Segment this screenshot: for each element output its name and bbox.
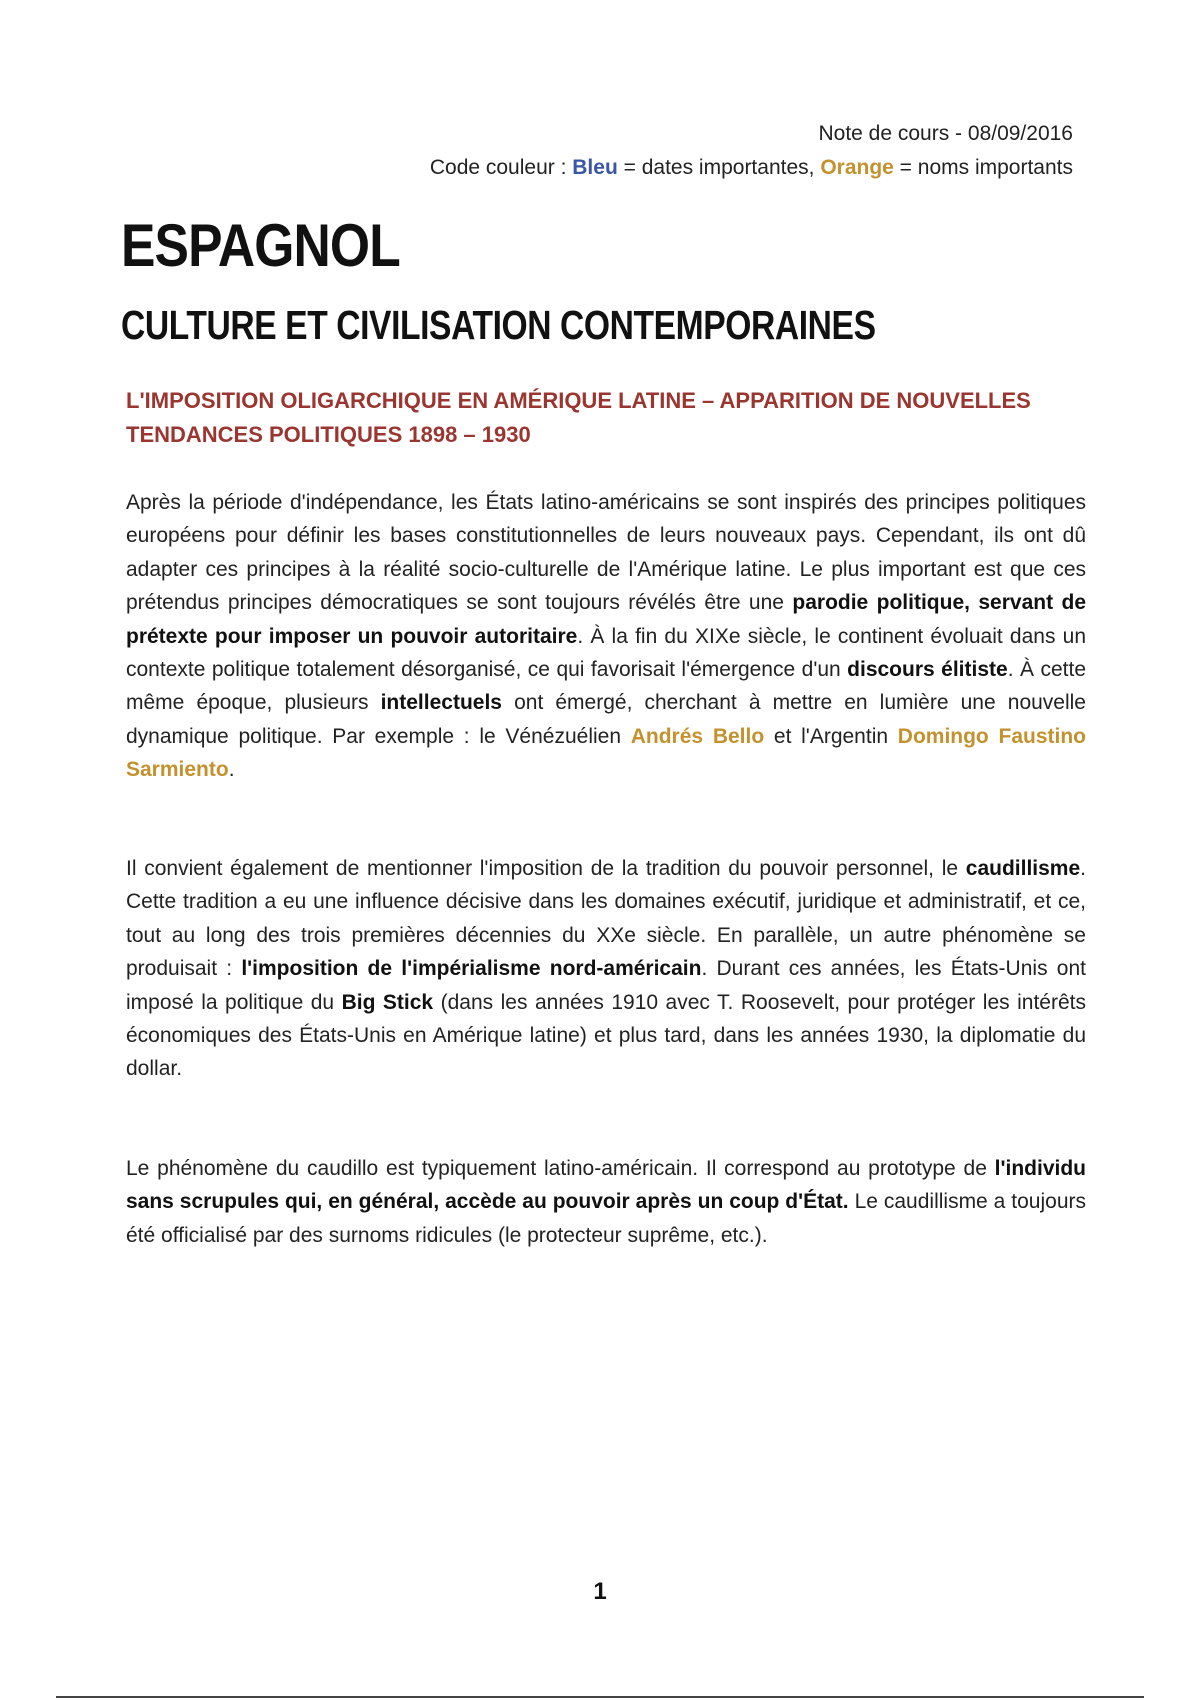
page-number: 1	[593, 1578, 607, 1605]
color-legend	[430, 151, 1073, 185]
legend-blue: Bleu	[572, 156, 618, 179]
paragraph-2	[126, 852, 1086, 1086]
note-date: Note de cours - 08/09/2016	[818, 122, 1073, 145]
text-run: Il convient également de mentionner l'imposition de la tradition du pouvoir personnel, le	[126, 857, 966, 880]
bold-run: Big Stick	[341, 990, 434, 1014]
important-name: Andrés Bello	[630, 724, 765, 748]
important-name: Domingo Faustino Sarmiento	[126, 724, 1086, 782]
text-run: . À cette même époque, plusieurs	[126, 658, 1086, 715]
legend-prefix: Code couleur :	[429, 156, 573, 179]
legend-orange: Orange	[820, 156, 894, 179]
bold-run: discours élitiste	[847, 658, 1008, 682]
text-run: .	[228, 758, 235, 782]
bold-run: l'individu sans scrupules qui, en général, accède au pouvoir après un coup d'État.	[126, 1157, 1086, 1214]
section-heading: L'IMPOSITION OLIGARCHIQUE EN AMÉRIQUE LATINE – APPARITION DE NOUVELLES TENDANCES POLITIQUES 1898 – 1930	[126, 388, 1031, 447]
bold-run: l'imposition de l'impérialisme nord-américain	[241, 957, 702, 981]
legend-blue-meaning: = dates importantes,	[617, 156, 821, 179]
text-run: Après la période d'indépendance, les États latino-américains se sont inspirés des principes politiques européens pour définir les bases constitutionnelles de leurs nouveaux pays. Cependant, ils ont dû adapter ces principes à la réalité socio-culturelle de l'Amérique latine. Le plus important est que ces prétendus principes démocratiques se sont toujours révélés être une	[126, 491, 1086, 615]
bottom-divider	[56, 1696, 1144, 1698]
page-subtitle: CULTURE ET CIVILISATION CONTEMPORAINES	[121, 302, 876, 348]
text-run: ont émergé, cherchant à mettre en lumière une nouvelle dynamique politique. Par exemple : le Vénézuélien	[126, 691, 1086, 748]
note-header	[430, 117, 1073, 185]
paragraph-1	[126, 486, 1086, 787]
bold-run: intellectuels	[380, 691, 502, 715]
text-run: Le phénomène du caudillo est typiquement latino-américain. Il correspond au prototype de	[126, 1157, 995, 1180]
page-title: ESPAGNOL	[121, 212, 400, 279]
text-run: et l'Argentin	[764, 724, 898, 748]
paragraph-3	[126, 1152, 1086, 1252]
text-run: . Cette tradition a eu une influence décisive dans les domaines exécutif, juridique et administratif, et ce, tout au long des trois premières décennies du XXe siècle. En parallèle, un autre phénomène se produisait :	[126, 857, 1086, 981]
bold-run: parodie politique, servant de prétexte pour imposer un pouvoir autoritaire	[126, 591, 1087, 648]
text-run: . À la fin du XIXe siècle, le continent évoluait dans un contexte politique totalement désorganisé, ce qui favorisait l'émergence d'un	[126, 624, 1086, 682]
text-run: (dans les années 1910 avec T. Roosevelt, pour protéger les intérêts économiques des États-Unis en Amérique latine) et plus tard, dans les années 1930, la diplomatie du dollar.	[126, 990, 1086, 1081]
bold-run: caudillisme	[965, 857, 1081, 880]
legend-orange-meaning: = noms importants	[893, 156, 1073, 179]
text-run: . Durant ces années, les États-Unis ont imposé la politique du	[126, 957, 1086, 1014]
text-run: Le caudillisme a toujours été officialisé par des surnoms ridicules (le protecteur suprême, etc.).	[126, 1190, 1086, 1247]
